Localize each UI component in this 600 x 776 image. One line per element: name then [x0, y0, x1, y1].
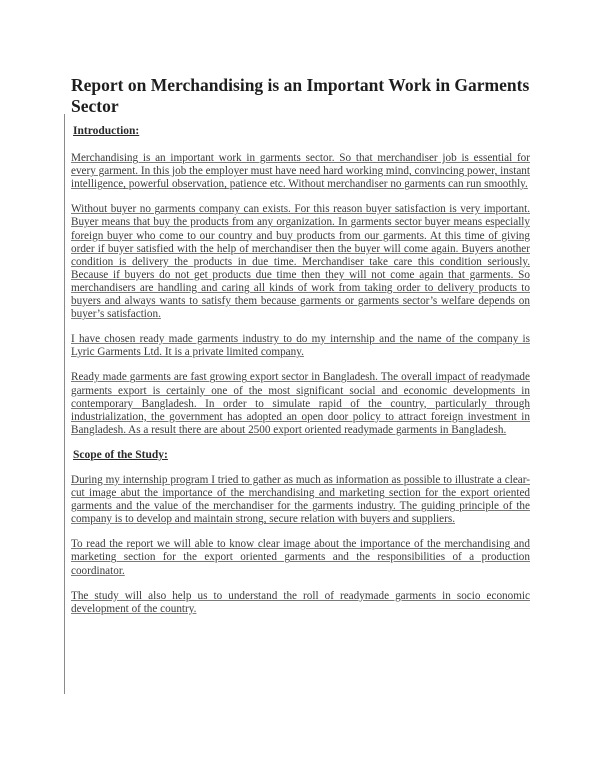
- section-heading-scope: Scope of the Study:: [73, 448, 168, 461]
- paragraph: During my internship program I tried to gather as much as information as possible to illustrate a clear-cut image abut the importance of the merchandising and marketing section for the export oriented garments and the value of the merchandiser for the garments industry. The guiding principle of the company is to develop and maintain strong, secure relation with buyers and suppliers.: [71, 473, 530, 526]
- document-title: Report on Merchandising is an Important Work in Garments Sector: [71, 75, 530, 116]
- paragraph: Merchandising is an important work in garments sector. So that merchandiser job is essential for every garment. In this job the employer must have need hard working mind, convincing power, instant intelligence, powerful observation, patience etc. Without merchandiser no garments can run smoothly.: [71, 152, 530, 191]
- paragraph: The study will also help us to understand the roll of readymade garments in socio economic development of the country.: [71, 589, 530, 615]
- margin-rule: [64, 114, 65, 694]
- document-body: [71, 125, 530, 628]
- paragraph: I have chosen ready made garments industry to do my internship and the name of the company is Lyric Garments Ltd. It is a private limited company.: [71, 333, 530, 359]
- paragraph: Ready made garments are fast growing export sector in Bangladesh. The overall impact of readymade garments export is certainly one of the most significant social and economic developments in contemporary Bangladesh. In order to simulate rapid of the country, particularly through industrialization, the government has adopted an open door policy to attract foreign investment in Bangladesh. As a result there are about 2500 export oriented readymade garments in Bangladesh.: [71, 371, 530, 436]
- paragraph: Without buyer no garments company can exists. For this reason buyer satisfaction is very important. Buyer means that buy the products from any organization. In garments sector buyer means especially foreign buyer who come to our country and buy products from our garments. At this time of giving order if buyer satisfied with the help of merchandiser then the buyer will come again. Buyers another condition is delivery the products in due time. Merchandiser take care this condition seriously. Because if buyers do not get products due time then they will not come again that garments. So merchandisers are handling and caring all kinds of work from taking order to delivery products to buyers and always wants to satisfy them because garments or garments sector’s welfare depends on buyer’s satisfaction.: [71, 203, 530, 321]
- paragraph: To read the report we will able to know clear image about the importance of the merchandising and marketing section for the export oriented garments and the responsibilities of a production coordinator.: [71, 538, 530, 577]
- section-heading-introduction: Introduction:: [73, 125, 140, 137]
